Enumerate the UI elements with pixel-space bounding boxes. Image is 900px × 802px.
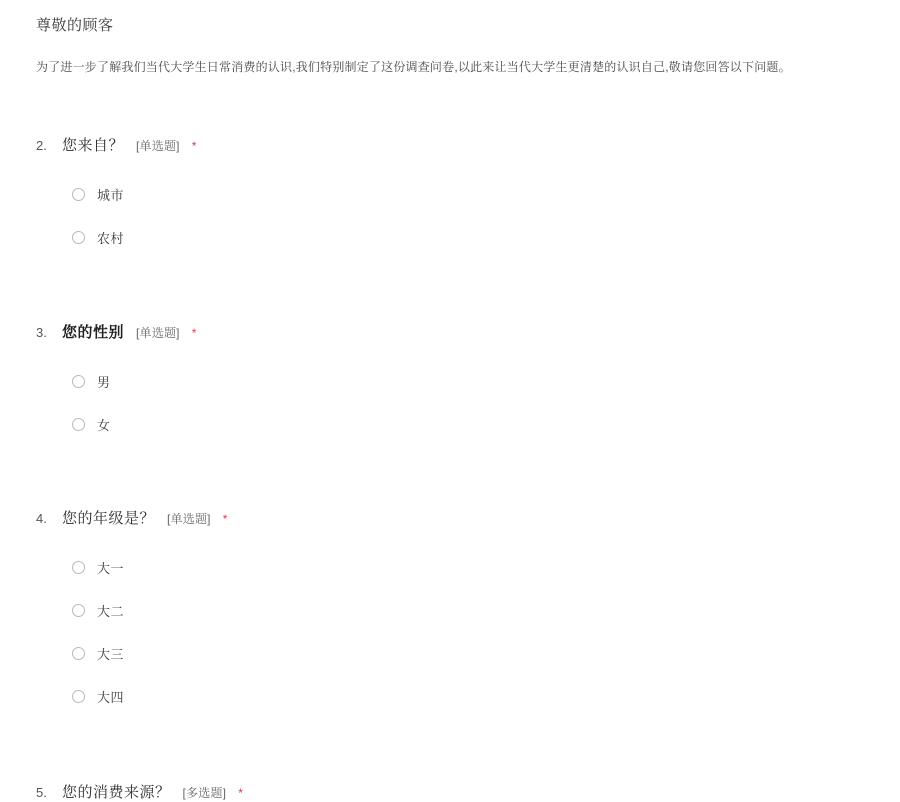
options-list — [72, 554, 876, 709]
option-label: 大四 — [97, 689, 125, 705]
question-number: 3. — [36, 325, 47, 340]
survey-greeting: 尊敬的顾客 — [36, 17, 114, 34]
required-marker: * — [191, 139, 197, 153]
question-type-tag: [单选题] — [136, 326, 180, 340]
required-marker: * — [222, 512, 228, 526]
option-item[interactable] — [72, 554, 876, 580]
options-list — [72, 368, 876, 437]
question-title: 您的消费来源？ — [62, 784, 171, 801]
option-item[interactable] — [72, 224, 876, 250]
radio-icon[interactable] — [72, 604, 85, 617]
question-number: 5. — [36, 785, 47, 800]
option-label: 大一 — [97, 560, 125, 576]
question-header — [36, 321, 876, 342]
radio-icon[interactable] — [72, 418, 85, 431]
required-marker: * — [191, 326, 197, 340]
radio-icon[interactable] — [72, 690, 85, 703]
option-label: 大三 — [97, 646, 125, 662]
radio-icon[interactable] — [72, 231, 85, 244]
question-title: 您的性别 — [62, 324, 125, 341]
question-block — [36, 781, 876, 802]
required-marker: * — [238, 786, 243, 800]
question-header — [36, 781, 876, 802]
radio-icon[interactable] — [72, 188, 85, 201]
question-type-tag: [单选题] — [167, 512, 211, 526]
survey-description: 为了进一步了解我们当代大学生日常消费的认识,我们特别制定了这份调查问卷,以此来让当代大学生更清楚的认识自己,敬请您回答以下问题。 — [36, 60, 791, 74]
option-label: 女 — [97, 417, 111, 433]
option-item[interactable] — [72, 411, 876, 437]
option-item[interactable] — [72, 683, 876, 709]
question-number: 4. — [36, 511, 47, 526]
question-block — [36, 321, 876, 454]
question-header — [36, 507, 876, 528]
question-title: 您的年级是？ — [62, 510, 156, 527]
question-title: 您来自？ — [62, 137, 125, 154]
option-item[interactable] — [72, 597, 876, 623]
radio-icon[interactable] — [72, 375, 85, 388]
question-block — [36, 134, 876, 267]
option-label: 大二 — [97, 603, 125, 619]
question-type-tag: [多选题] — [182, 786, 227, 800]
option-item[interactable] — [72, 368, 876, 394]
question-block — [36, 507, 876, 726]
option-label: 城市 — [97, 187, 125, 203]
question-type-tag: [单选题] — [136, 139, 180, 153]
options-list — [72, 181, 876, 250]
question-header — [36, 134, 876, 155]
question-number: 2. — [36, 138, 47, 153]
option-label: 男 — [97, 374, 111, 390]
radio-icon[interactable] — [72, 561, 85, 574]
option-item[interactable] — [72, 640, 876, 666]
radio-icon[interactable] — [72, 647, 85, 660]
option-label: 农村 — [97, 230, 125, 246]
option-item[interactable] — [72, 181, 876, 207]
